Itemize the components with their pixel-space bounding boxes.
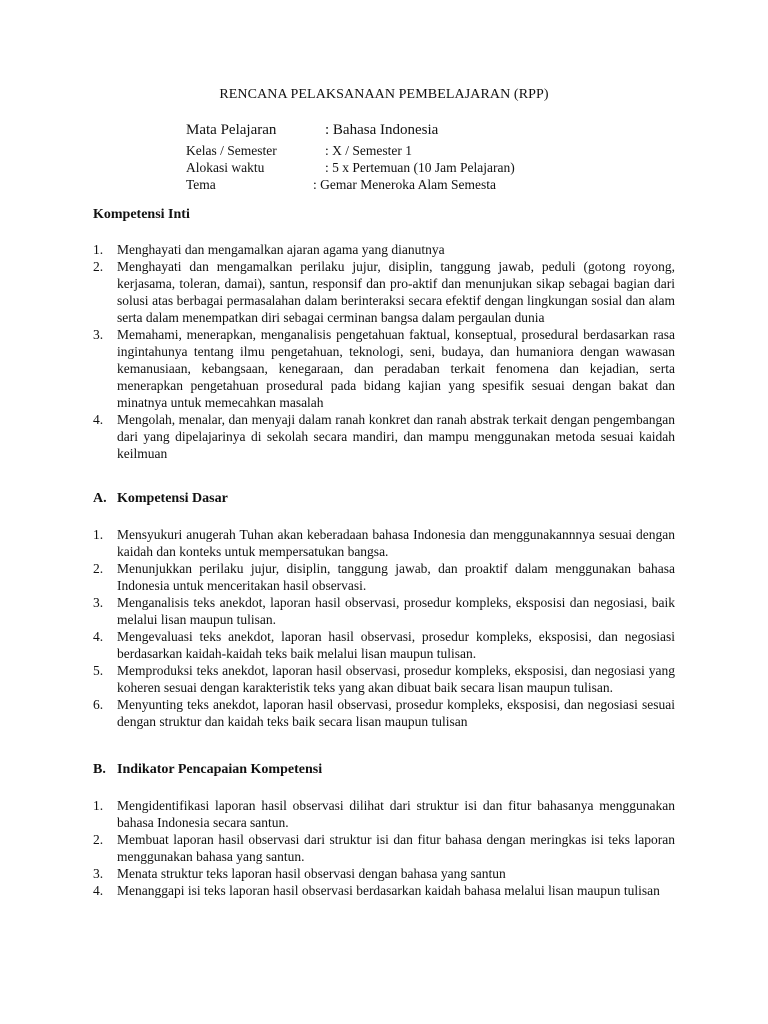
section-prefix: A. [93, 491, 107, 506]
list-item [93, 526, 675, 560]
list-item [93, 241, 675, 258]
list-number: 2. [93, 832, 104, 847]
meta-value: : X / Semester 1 [325, 143, 412, 158]
list-text: Menganalisis teks anekdot, laporan hasil observasi, prosedur kompleks, eksposisi dan negosiasi, baik melalui lisan maupun tulisan. [117, 595, 675, 627]
meta-value: : Bahasa Indonesia [325, 122, 439, 138]
kompetensi-inti-list [93, 241, 675, 462]
list-text: Menyunting teks anekdot, laporan hasil observasi, prosedur kompleks, eksposisi, dan negosiasi sesuai dengan struktur dan kaidah teks baik secara lisan maupun tulisan [117, 697, 675, 729]
section-title: Indikator Pencapaian Kompetensi [117, 762, 323, 777]
list-number: 4. [93, 883, 104, 898]
section-title: Kompetensi Dasar [117, 491, 228, 506]
indikator-list [93, 797, 675, 899]
meta-label: Alokasi waktu [186, 160, 265, 175]
list-text: Membuat laporan hasil observasi dari struktur isi dan fitur bahasa dengan meringkas isi teks laporan menggunakan bahasa yang santun. [117, 832, 675, 864]
list-item [93, 865, 675, 882]
list-item [93, 696, 675, 730]
list-text: Memahami, menerapkan, menganalisis pengetahuan faktual, konseptual, prosedural berdasarkan rasa ingintahunya tentang ilmu pengetahuan, teknologi, seni, budaya, dan humaniora dengan wawasan kemanusiaan, kebangsaan, kenegaraan, dan peradaban terkait fenomena dan kejadian, serta menerapkan pengetahuan prosedural pada bidang kajian yang spesifik sesuai dengan bakat dan minatnya untuk memecahkan masalah [117, 327, 675, 410]
section-heading-kompetensi-inti: Kompetensi Inti [93, 207, 190, 222]
meta-label: Mata Pelajaran [186, 122, 277, 138]
meta-label: Tema [186, 177, 216, 192]
list-number: 6. [93, 697, 104, 712]
list-number: 3. [93, 595, 104, 610]
list-item [93, 326, 675, 411]
meta-label: Kelas / Semester [186, 143, 277, 158]
list-text: Mensyukuri anugerah Tuhan akan keberadaan bahasa Indonesia dan menggunakannnya sesuai dengan kaidah dan konteks untuk mempersatukan bangsa. [117, 527, 675, 559]
list-item [93, 258, 675, 326]
list-item [93, 628, 675, 662]
list-text: Menunjukkan perilaku jujur, disiplin, tanggung jawab, dan proaktif dalam menggunakan bahasa Indonesia untuk menceritakan hasil observasi. [117, 561, 675, 593]
list-text: Menghayati dan mengamalkan perilaku jujur, disiplin, tanggung jawab, peduli (gotong royong, kerjasama, toleran, damai), santun, responsif dan pro-aktif dan menunjukan sikap sebagai bagian dari solusi atas berbagai permasalahan dalam berinteraksi secara efektif dengan lingkungan sosial dan alam serta dalam menempatkan diri sebagai cerminan bangsa dalam pergaulan dunia [117, 259, 675, 325]
list-number: 4. [93, 412, 104, 427]
list-number: 3. [93, 866, 104, 881]
list-number: 5. [93, 663, 104, 678]
list-text: Menata struktur teks laporan hasil observasi dengan bahasa yang santun [117, 866, 506, 881]
list-item [93, 594, 675, 628]
list-item [93, 411, 675, 462]
meta-value: : 5 x Pertemuan (10 Jam Pelajaran) [325, 160, 515, 175]
list-text: Mengevaluasi teks anekdot, laporan hasil observasi, prosedur kompleks, eksposisi, dan negosiasi berdasarkan kaidah-kaidah teks baik melalui lisan maupun tulisan. [117, 629, 675, 661]
list-text: Menghayati dan mengamalkan ajaran agama yang dianutnya [117, 242, 445, 257]
list-number: 3. [93, 327, 104, 342]
list-number: 1. [93, 798, 104, 813]
section-prefix: B. [93, 762, 106, 777]
list-text: Menanggapi isi teks laporan hasil observasi berdasarkan kaidah bahasa melalui lisan maupun tulisan [117, 883, 660, 898]
list-number: 2. [93, 259, 104, 274]
kompetensi-dasar-list [93, 526, 675, 730]
list-text: Memproduksi teks anekdot, laporan hasil observasi, prosedur kompleks, eksposisi, dan negosiasi yang koheren sesuai dengan karakteristik teks yang akan dibuat baik secara lisan maupun tulisan. [117, 663, 675, 695]
section-heading-kompetensi-dasar [93, 491, 228, 507]
list-number: 2. [93, 561, 104, 576]
list-item [93, 882, 675, 899]
list-item [93, 797, 675, 831]
section-heading-indikator [93, 762, 322, 778]
list-item [93, 560, 675, 594]
list-text: Mengidentifikasi laporan hasil observasi dilihat dari struktur isi dan fitur bahasanya menggunakan bahasa Indonesia secara santun. [117, 798, 675, 830]
list-number: 1. [93, 527, 104, 542]
list-item [93, 662, 675, 696]
document-title: RENCANA PELAKSANAAN PEMBELAJARAN (RPP) [219, 87, 549, 102]
list-text: Mengolah, menalar, dan menyaji dalam ranah konkret dan ranah abstrak terkait dengan pengembangan dari yang dipelajarinya di sekolah secara mandiri, dan mampu menggunakan metoda sesuai kaidah keilmuan [117, 412, 675, 461]
list-item [93, 831, 675, 865]
list-number: 4. [93, 629, 104, 644]
list-number: 1. [93, 242, 104, 257]
meta-value: : Gemar Meneroka Alam Semesta [313, 177, 496, 192]
